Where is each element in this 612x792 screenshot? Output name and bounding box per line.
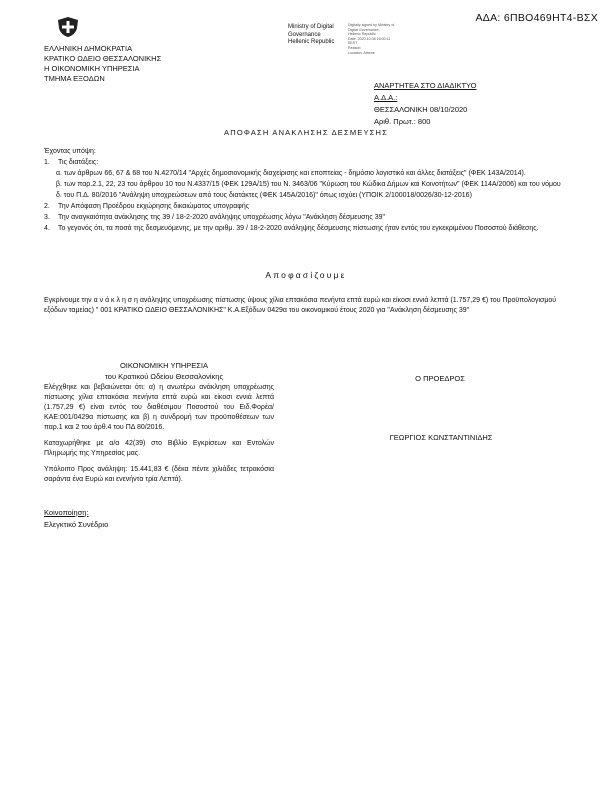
list-item	[44, 157, 564, 168]
president-name: ΓΕΩΡΓΙΟΣ ΚΩΝΣΤΑΝΤΙΝΙΔΗΣ	[389, 433, 493, 442]
finance-service-body	[44, 383, 274, 491]
issuer-line: ΚΡΑΤΙΚΟ ΩΔΕΙΟ ΘΕΣΣΑΛΟΝΙΚΗΣ	[44, 54, 162, 63]
finance-paragraph: Καταχωρήθηκε με α/α 42(39) στο Βιβλίο Εγκρίσεων και Εντολών Πληρωμής της Υπηρεσίας μας.	[44, 440, 274, 457]
item-number: 4.	[44, 225, 50, 232]
sub-item-a: α. των άρθρων 66, 67 & 68 του Ν.4270/14 "Αρχές δημοσιονομικής διαχείρισης και εποπτείας - δημόσιο λογιστικό και άλλες διατάξεις" (ΦΕΚ 143Α/2014).	[56, 170, 526, 177]
issuer-line: ΤΜΗΜΑ ΕΞΟΔΩΝ	[44, 74, 105, 83]
signature-detail: Reason:	[348, 45, 362, 50]
signature-detail: Hellenic Republic	[348, 32, 376, 37]
finance-service-heading	[44, 360, 284, 382]
finance-subtitle: του Κρατικού Ωδείου Θεσσαλονίκης	[104, 372, 224, 381]
signature-detail: Digitally signed by Ministry of	[348, 23, 395, 27]
posting-notice: ΑΝΑΡΤΗΤΕΑ ΣΤΟ ΔΙΑΔΙΚΤΥΟ	[374, 81, 477, 90]
signature-detail: Location: Athens	[348, 50, 375, 55]
signature-detail: Digital Governance,	[348, 27, 380, 32]
item-number: 2.	[44, 203, 50, 210]
finance-paragraph: Υπόλοιπο Προς ανάληψη: 15.441,83 € (δέκα πέντε χιλιάδες τετρακόσια σαράντα ένα Ευρώ και ενενήντα τρία Λεπτά).	[44, 466, 274, 483]
digital-signature-details	[348, 23, 394, 55]
president-title: Ο ΠΡΟΕΔΡΟΣ	[415, 374, 465, 383]
issuer-line: Η ΟΙΚΟΝΟΜΙΚΗ ΥΠΗΡΕΣΙΑ	[44, 64, 140, 73]
ministry-line: Ministry of Digital	[288, 24, 334, 30]
item-text: Τις διατάξεις:	[58, 159, 99, 166]
issuer-line: ΕΛΛΗΝΙΚΗ ΔΗΜΟΚΡΑΤΙΑ	[44, 44, 133, 53]
finance-paragraph: Ελέγχθηκε και βεβαιώνεται ότι: α) η ανωτέρω ανάκληση υποχρέωσης πίστωσης χίλια επτακόσια πενήντα επτά ευρώ και είκοσι εννιά λεπτά (1.757,29 €) είναι εντός του διαθέσιμου Ποσοστού του Ειδ.Φορέα/ΚΑΕ:001/0429α πίστωσης και β) η συνδρομή των προϋποθέσεων των παρ.1 και 2 του άρθ.4 του ΠΔ 80/2016.	[44, 384, 274, 431]
approval-text: Εγκρίνουμε την α ν ά κ λ η σ η ανάληψης υποχρέωσης πίστωσης ύψους χίλια επτακόσια πενήντα επτά ευρώ και είκοσι εννιά λεπτά (1.757,29 €) του Προϋπολογισμού εξόδων ταμείας) " 001 ΚΡΑΤΙΚΟ ΩΔΕΙΟ ΘΕΣΣΑΛΟΝΙΚΗΣ" Κ.Α.Εξόδων 0429α του οικονομικού έτους 2020 για "Ανάκληση δέσμευσης 39"	[44, 297, 557, 314]
document-title: ΑΠΟΦΑΣΗ ΑΝΑΚΛΗΣΗΣ ΔΕΣΜΕΥΣΗΣ	[224, 128, 388, 137]
sub-item-c: δ. του Π.Δ. 80/2016 "Ανάληψη υποχρεώσεων από τους διατάκτες (ΦΕΚ 145Α/2016)" όπως ισχύει (ΥΠΟΙΚ 2/100018/0026/30-12-2016)	[56, 192, 472, 199]
item-number: 3.	[44, 214, 50, 221]
item-text: Την Απόφαση Προέδρου εκχώρησης δικαιώματος υπογραφής	[58, 203, 250, 210]
item-number: 1.	[44, 159, 50, 166]
place-date: ΘΕΣΣΑΛΟΝΙΚΗ 08/10/2020	[374, 105, 468, 114]
signature-detail: EEST	[348, 41, 358, 46]
intro-text: Έχοντας υπόψη:	[44, 148, 96, 155]
ministry-line: Hellenic Republic	[288, 39, 335, 45]
ministry-line: Governance	[288, 31, 321, 38]
greek-emblem-icon	[56, 16, 80, 38]
considerations	[44, 146, 564, 234]
signature-detail: Date: 2020.10.08 16:00:11	[348, 36, 391, 41]
cc-label: Κοινοποίηση:	[44, 508, 89, 517]
ministry-signature	[288, 24, 334, 47]
item-text: Την αναγκαιότητα ανάκλησης της 39 / 18-2-2020 ανάληψης υποχρέωσης λόγω "Ανάκληση δέσμευσης 39"	[58, 214, 385, 221]
ada-code: ΑΔΑ: 6ΠΒΟ469ΗΤ4-ΒΣΧ	[475, 12, 598, 24]
item-text: Το γεγονός ότι, τα ποσά της δεσμευόμενης, με την αριθμ. 39 / 18-2-2020 ανάληψης δέσμευσης πίστωσης ήταν εντός του εγκεκριμένου Ποσοστού διάθεσης.	[58, 225, 539, 232]
list-item	[44, 201, 564, 212]
finance-title: ΟΙΚΟΝΟΜΙΚΗ ΥΠΗΡΕΣΙΑ	[119, 361, 209, 370]
list-item	[44, 212, 564, 223]
decision-heading: Αποφασίζουμε	[265, 270, 347, 280]
sub-item-b: β. των παρ.2.1, 22, 23 του άρθρου 10 του Ν.4337/15 (ΦΕΚ 129Α/15) του Ν. 3463/06 "Κύρωση του Κώδικα Δήμων και Κοινοτήτων" (ΦΕΚ 114Α/2006) και του νόμου	[56, 181, 561, 188]
document-meta	[374, 80, 476, 128]
cc-recipient: Ελεγκτικό Συνέδριο	[44, 520, 109, 529]
ada-label: Α.Δ.Α.:	[374, 93, 398, 102]
list-item	[44, 223, 564, 234]
protocol-number: Αριθ. Πρωτ.: 800	[374, 117, 431, 126]
issuer-block	[44, 44, 161, 84]
